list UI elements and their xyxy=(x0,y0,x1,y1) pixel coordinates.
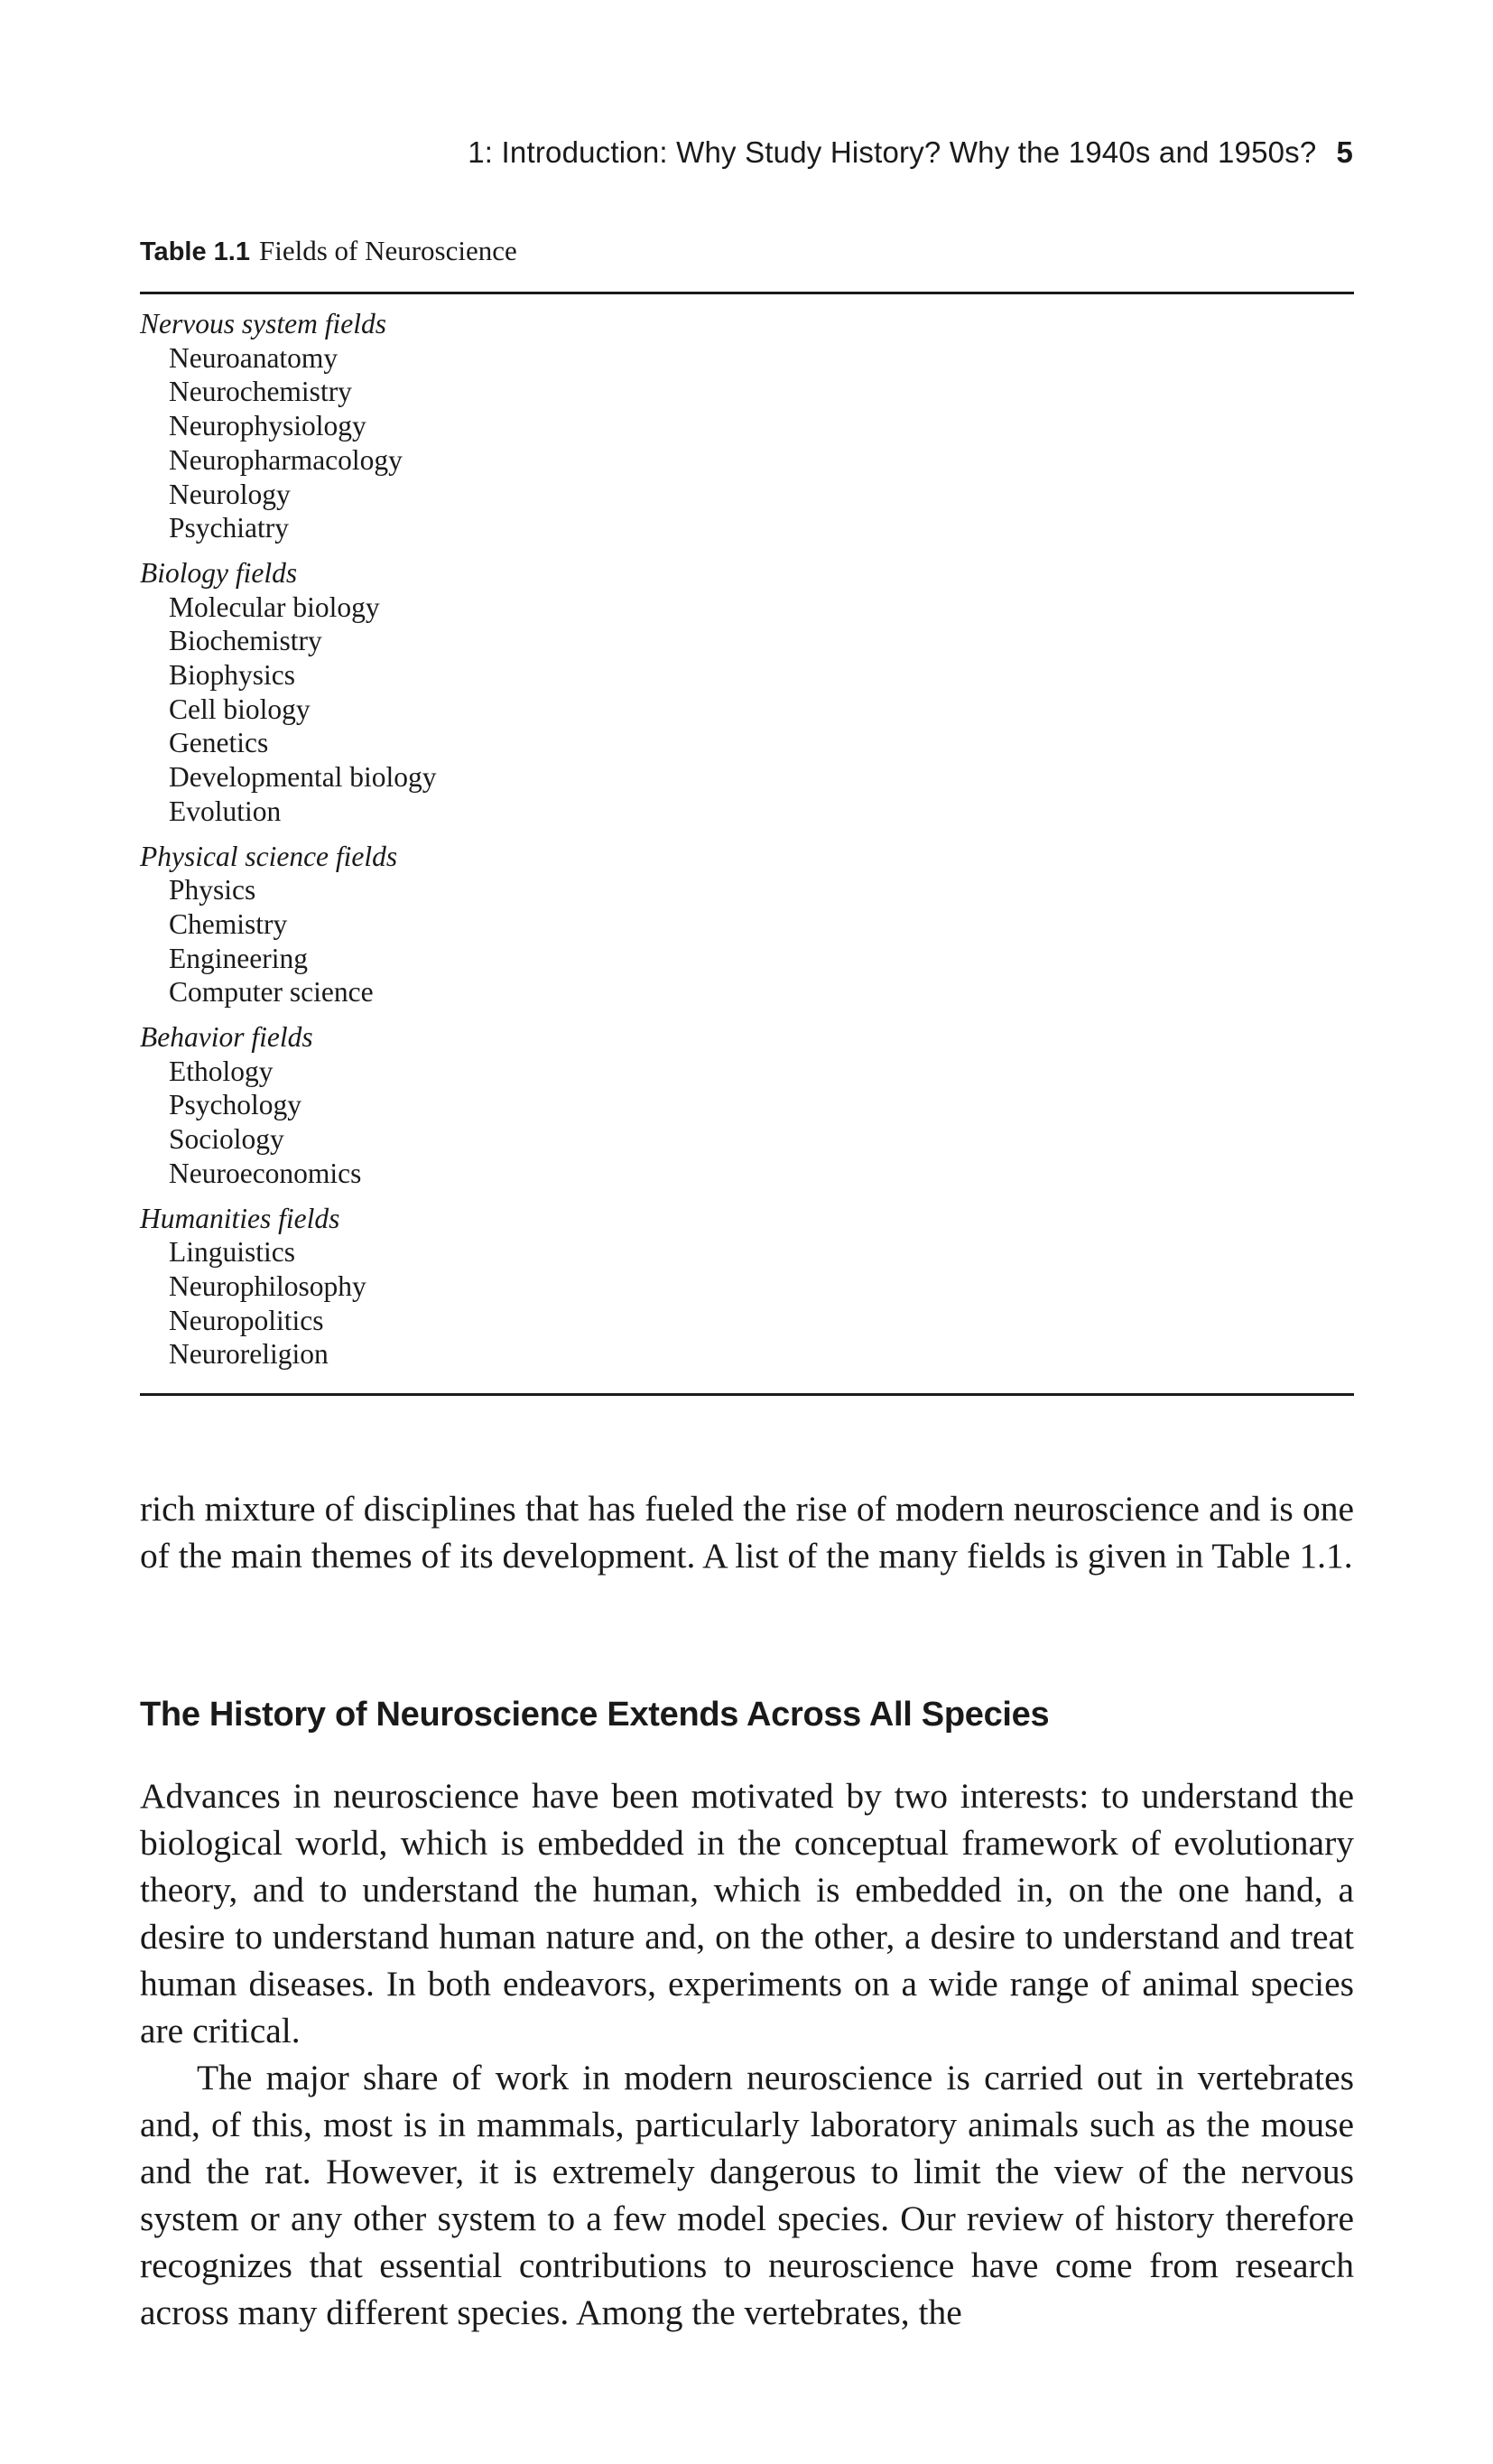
table-caption xyxy=(140,235,517,267)
field-item: Neuroreligion xyxy=(169,1338,329,1371)
section-heading: The History of Neuroscience Extends Across All Species xyxy=(140,1696,1050,1734)
field-item: Sociology xyxy=(169,1123,284,1156)
field-group-title: Behavior fields xyxy=(140,1021,313,1054)
field-item: Developmental biology xyxy=(169,761,437,794)
fields-table xyxy=(140,307,1043,1382)
field-item: Neuropolitics xyxy=(169,1304,324,1336)
field-group-title: Humanities fields xyxy=(140,1202,340,1234)
field-item: Biophysics xyxy=(169,659,296,692)
table-title: Fields of Neuroscience xyxy=(258,235,517,266)
field-item: Molecular biology xyxy=(169,590,380,623)
field-group xyxy=(140,556,1043,829)
field-item: Biochemistry xyxy=(169,625,322,657)
field-item: Neurophilosophy xyxy=(169,1269,366,1302)
field-item: Computer science xyxy=(169,976,374,1009)
field-item: Chemistry xyxy=(169,907,288,940)
field-item: Engineering xyxy=(169,942,308,974)
paragraph-major-share: The major share of work in modern neuroscience is carried out in vertebrates and, of this, most is in mammals, particularly laboratory animals such as the mouse and the rat. However, it is extremely dangerous to limit the view of the nervous system or any other system to a few model species. Our review of history therefore recognizes that essential contributions to neuroscience have come from research across many different species. Among the vertebrates, the xyxy=(140,2058,1354,2332)
table-top-rule xyxy=(140,292,1354,294)
field-item: Psychiatry xyxy=(169,512,289,544)
field-item: Physics xyxy=(169,874,256,907)
field-group-title: Biology fields xyxy=(140,556,298,589)
field-item: Neuropharmacology xyxy=(169,443,403,476)
field-group xyxy=(140,1202,1043,1372)
field-group-title: Physical science fields xyxy=(140,840,398,872)
field-item: Ethology xyxy=(169,1055,274,1087)
field-item: Cell biology xyxy=(169,693,311,725)
paragraph-continuation: rich mixture of disciplines that has fueled the rise of modern neuroscience and is one of the main themes of its development. A list of the many fields is given in Table 1.1. xyxy=(140,1489,1354,1576)
field-item: Evolution xyxy=(169,795,282,827)
field-item: Neurophysiology xyxy=(169,410,366,442)
page-number: 5 xyxy=(1336,135,1353,169)
field-group-title: Nervous system fields xyxy=(140,308,386,339)
table-bottom-rule xyxy=(140,1393,1354,1396)
field-item: Neuroanatomy xyxy=(169,341,338,374)
field-item: Neurology xyxy=(169,478,291,510)
field-item: Psychology xyxy=(169,1089,302,1121)
field-item: Genetics xyxy=(169,727,269,759)
field-item: Neuroeconomics xyxy=(169,1157,362,1189)
running-head-title: 1: Introduction: Why Study History? Why the 1940s and 1950s? xyxy=(468,135,1317,169)
field-group xyxy=(140,307,1043,545)
table-label: Table 1.1 xyxy=(140,237,250,266)
running-head xyxy=(468,135,1353,170)
paragraph-advances: Advances in neuroscience have been motivated by two interests: to understand the biological world, which is embedded in the conceptual framework of evolutionary theory, and to understand the human, which is embedded in, on the one hand, a desire to understand human nature and, on the other, a desire to understand and treat human diseases. In both endeavors, experiments on a wide range of animal species are critical. xyxy=(140,1776,1354,2050)
field-group xyxy=(140,1020,1043,1191)
field-item: Neurochemistry xyxy=(169,376,352,408)
field-item: Linguistics xyxy=(169,1236,295,1269)
field-group xyxy=(140,840,1043,1010)
